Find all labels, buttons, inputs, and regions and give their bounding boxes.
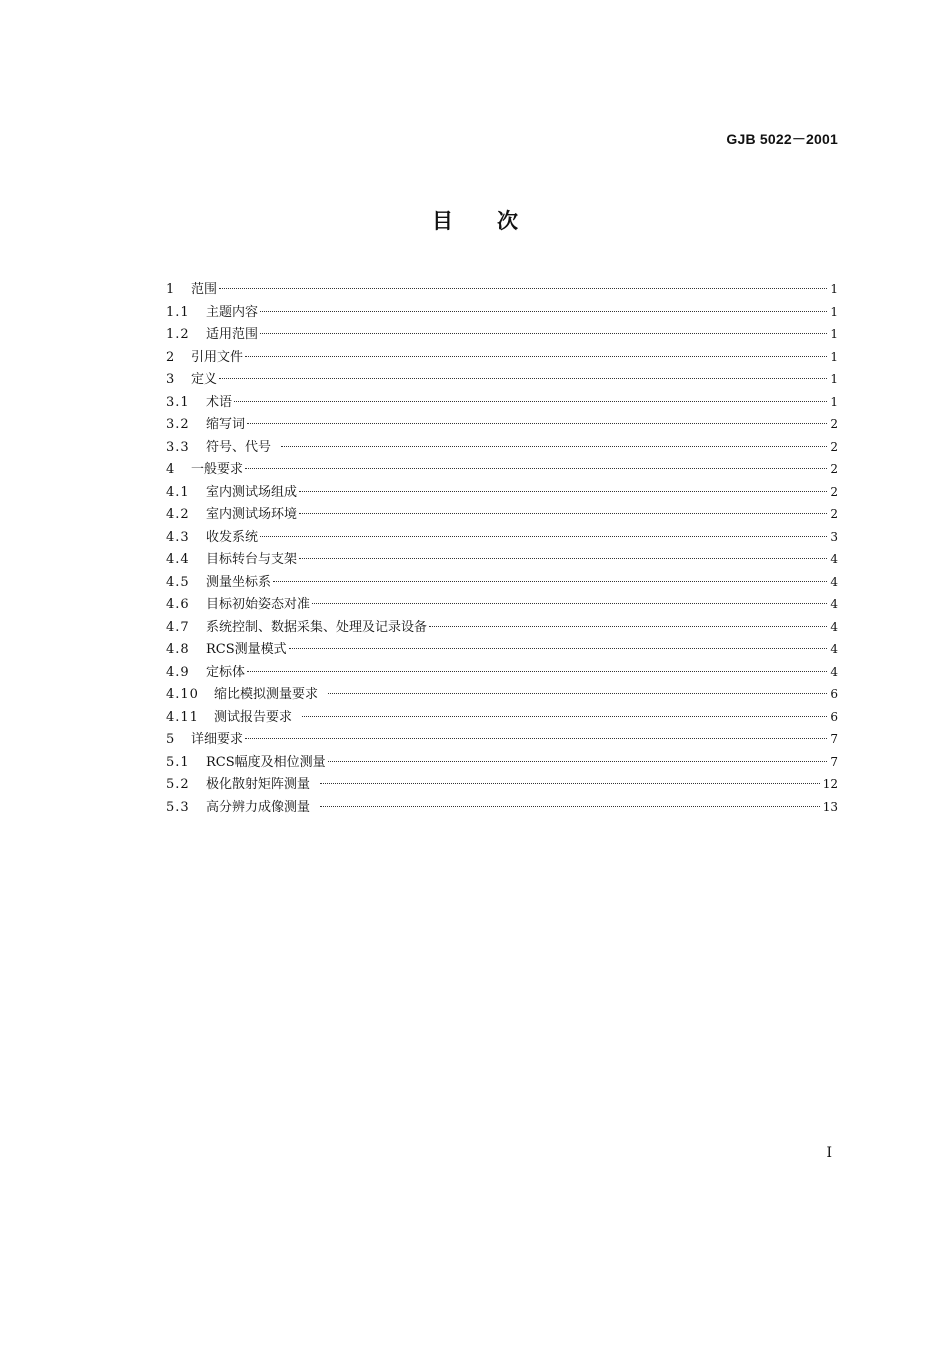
table-of-contents <box>166 278 838 818</box>
toc-label: 详细要求 <box>191 732 244 747</box>
toc-label: 定标体 <box>206 664 246 680</box>
toc-entry[interactable] <box>166 278 838 301</box>
toc-entry[interactable] <box>166 728 838 751</box>
toc-label: 缩比模拟测量要求 <box>214 687 319 702</box>
toc-entry[interactable] <box>166 773 838 796</box>
toc-number: 1 <box>166 282 176 297</box>
toc-number: 3.3 <box>166 439 190 455</box>
toc-entry[interactable] <box>166 751 838 774</box>
toc-number: 4 <box>166 462 176 477</box>
toc-entry[interactable] <box>166 638 838 661</box>
toc-label: 目标初始姿态对准 <box>206 597 311 612</box>
toc-leader <box>328 761 828 762</box>
toc-number: 4.3 <box>166 529 190 545</box>
toc-number: 5.2 <box>166 777 190 792</box>
toc-number: 4.4 <box>166 552 190 567</box>
toc-entry[interactable] <box>166 481 838 504</box>
toc-leader <box>219 288 827 289</box>
toc-page: 1 <box>830 304 838 319</box>
toc-label: 室内测试场组成 <box>206 484 298 500</box>
toc-page: 4 <box>830 574 838 589</box>
toc-label: 测试报告要求 <box>214 709 293 725</box>
toc-label: 高分辨力成像测量 <box>206 799 311 815</box>
toc-entry[interactable] <box>166 301 838 324</box>
toc-label: 系统控制、数据采集、处理及记录设备 <box>206 619 428 635</box>
page-number: I <box>826 1145 832 1161</box>
toc-page: 4 <box>830 552 838 566</box>
toc-leader <box>260 536 827 537</box>
toc-entry[interactable] <box>166 368 838 391</box>
toc-label: 收发系统 <box>206 529 259 545</box>
toc-label: 一般要求 <box>191 462 244 477</box>
toc-leader <box>260 333 827 334</box>
toc-leader <box>299 513 827 514</box>
standard-number: GJB 5022－2001 <box>726 131 838 147</box>
toc-number: 4.9 <box>166 664 190 680</box>
toc-page: 12 <box>822 777 838 791</box>
toc-leader <box>245 468 827 469</box>
toc-leader <box>320 783 820 784</box>
toc-label: 室内测试场环境 <box>206 507 298 522</box>
toc-page: 1 <box>830 282 838 296</box>
toc-number: 4.11 <box>166 709 199 725</box>
toc-page: 4 <box>830 619 838 634</box>
toc-number: 4.7 <box>166 619 190 635</box>
toc-page: 4 <box>830 642 838 656</box>
toc-label: 缩写词 <box>206 417 246 432</box>
toc-label: 定义 <box>191 372 218 387</box>
toc-leader <box>289 648 828 649</box>
toc-leader <box>260 311 827 312</box>
toc-page: 1 <box>830 372 838 386</box>
toc-number: 3.1 <box>166 394 190 410</box>
toc-page: 3 <box>830 529 838 544</box>
toc-page: 13 <box>822 799 838 814</box>
toc-entry[interactable] <box>166 548 838 571</box>
toc-leader <box>245 738 827 739</box>
toc-entry[interactable] <box>166 323 838 346</box>
toc-page: 2 <box>830 417 838 431</box>
toc-number: 1.1 <box>166 304 190 320</box>
toc-entry[interactable] <box>166 706 838 729</box>
toc-number: 4.2 <box>166 507 190 522</box>
toc-page: 4 <box>830 597 838 611</box>
toc-page: 1 <box>830 394 838 409</box>
toc-entry[interactable] <box>166 436 838 459</box>
toc-label: 引用文件 <box>191 349 244 365</box>
toc-entry[interactable] <box>166 413 838 436</box>
toc-leader <box>328 693 827 694</box>
toc-leader <box>234 401 827 402</box>
toc-number: 5.3 <box>166 799 190 815</box>
toc-label: 范围 <box>191 282 218 297</box>
page-title: 目次 <box>432 208 562 233</box>
toc-leader <box>299 491 827 492</box>
toc-page: 2 <box>830 439 838 454</box>
toc-number: 1.2 <box>166 327 190 342</box>
toc-label: 目标转台与支架 <box>206 552 298 567</box>
toc-leader <box>247 671 827 672</box>
toc-label: RCS测量模式 <box>206 642 287 657</box>
toc-page: 4 <box>830 664 838 679</box>
toc-leader <box>219 378 827 379</box>
toc-number: 5 <box>166 732 176 747</box>
toc-number: 4.10 <box>166 687 199 702</box>
toc-leader <box>247 423 827 424</box>
toc-number: 3.2 <box>166 417 190 432</box>
toc-page: 2 <box>830 484 838 499</box>
toc-number: 4.1 <box>166 484 190 500</box>
toc-page: 1 <box>830 349 838 364</box>
toc-page: 6 <box>830 687 838 701</box>
toc-label: 主题内容 <box>206 304 259 320</box>
toc-leader <box>429 626 827 627</box>
toc-page: 1 <box>830 327 838 341</box>
toc-label: 术语 <box>206 394 233 410</box>
toc-page: 7 <box>830 754 838 769</box>
toc-number: 2 <box>166 349 176 365</box>
toc-entry[interactable] <box>166 593 838 616</box>
toc-label: 极化散射矩阵测量 <box>206 777 311 792</box>
toc-page: 2 <box>830 507 838 521</box>
toc-leader <box>320 806 820 807</box>
toc-page: 7 <box>830 732 838 746</box>
toc-label: 测量坐标系 <box>206 574 272 590</box>
toc-page: 2 <box>830 462 838 476</box>
toc-entry[interactable] <box>166 796 838 819</box>
toc-number: 4.8 <box>166 642 190 657</box>
toc-leader <box>312 603 827 604</box>
toc-number: 4.5 <box>166 574 190 590</box>
toc-number: 5.1 <box>166 754 190 770</box>
toc-entry[interactable] <box>166 503 838 526</box>
toc-entry[interactable] <box>166 526 838 549</box>
toc-entry[interactable] <box>166 458 838 481</box>
toc-entry[interactable] <box>166 391 838 414</box>
toc-number: 3 <box>166 372 176 387</box>
toc-entry[interactable] <box>166 346 838 369</box>
toc-leader <box>281 446 827 447</box>
toc-page: 6 <box>830 709 838 724</box>
toc-leader <box>302 716 827 717</box>
toc-label: RCS幅度及相位测量 <box>206 754 326 770</box>
toc-entry[interactable] <box>166 661 838 684</box>
toc-leader <box>245 356 827 357</box>
toc-leader <box>299 558 827 559</box>
toc-label: 符号、代号 <box>206 439 272 455</box>
toc-label: 适用范围 <box>206 327 259 342</box>
toc-number: 4.6 <box>166 597 190 612</box>
toc-entry[interactable] <box>166 616 838 639</box>
toc-entry[interactable] <box>166 571 838 594</box>
toc-entry[interactable] <box>166 683 838 706</box>
toc-leader <box>273 581 827 582</box>
